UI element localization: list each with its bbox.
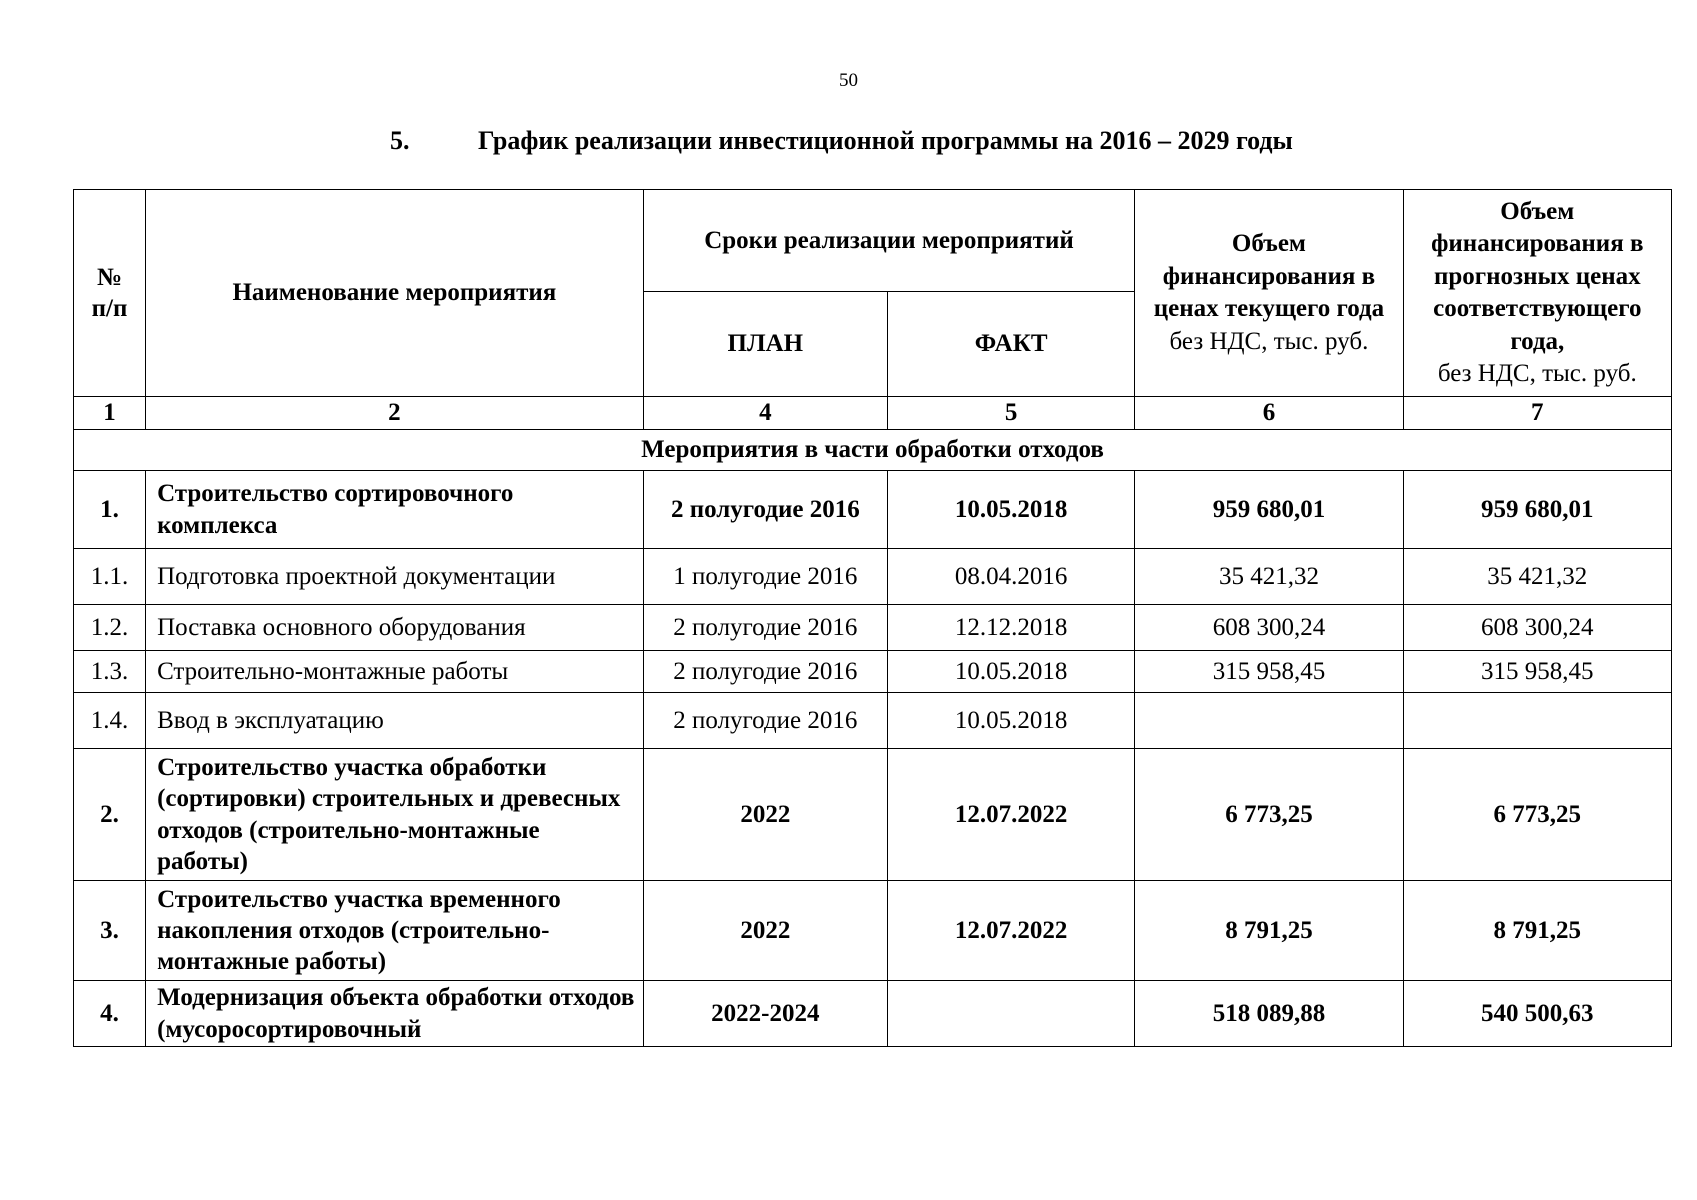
- row-plan: 1 полугодие 2016: [643, 549, 887, 605]
- header-name: Наименование мероприятия: [146, 190, 644, 397]
- header-row-1: [74, 190, 1672, 292]
- row-number: 1.3.: [74, 651, 146, 693]
- row-name: Строительство участка временного накопления отходов (строительно-монтажные работы): [146, 881, 644, 981]
- row-fact: 10.05.2018: [887, 651, 1134, 693]
- row-name: Строительно-монтажные работы: [146, 651, 644, 693]
- row-volume-forecast: 959 680,01: [1403, 471, 1671, 549]
- row-plan: 2 полугодие 2016: [643, 693, 887, 749]
- row-fact: [887, 981, 1134, 1047]
- section-label: Мероприятия в части обработки отходов: [74, 430, 1672, 471]
- header-fact: ФАКТ: [887, 292, 1134, 397]
- header-volume-current: [1135, 190, 1403, 397]
- column-number: 4: [643, 397, 887, 430]
- column-number: 5: [887, 397, 1134, 430]
- row-plan: 2022: [643, 749, 887, 881]
- column-number: 2: [146, 397, 644, 430]
- row-name: Строительство участка обработки (сортировки) строительных и древесных отходов (строительно-монтажные работы): [146, 749, 644, 881]
- table-row: [74, 549, 1672, 605]
- header-num-line2: п/п: [91, 295, 128, 322]
- row-volume-current: 959 680,01: [1135, 471, 1403, 549]
- row-plan: 2022: [643, 881, 887, 981]
- header-terms: Сроки реализации мероприятий: [643, 190, 1135, 292]
- investment-schedule-table: [73, 189, 1672, 1047]
- header-volume-forecast: [1403, 190, 1671, 397]
- row-volume-current: 6 773,25: [1135, 749, 1403, 881]
- row-name: Подготовка проектной документации: [146, 549, 644, 605]
- row-volume-current: 35 421,32: [1135, 549, 1403, 605]
- section-label-row: [74, 430, 1672, 471]
- column-number: 1: [74, 397, 146, 430]
- header-num: [74, 190, 146, 397]
- row-volume-current: [1135, 693, 1403, 749]
- row-number: 3.: [74, 881, 146, 981]
- row-name: Строительство сортировочного комплекса: [146, 471, 644, 549]
- column-number: 6: [1135, 397, 1403, 430]
- row-number: 1.2.: [74, 605, 146, 651]
- table-row: [74, 881, 1672, 981]
- row-volume-forecast: 6 773,25: [1403, 749, 1671, 881]
- table-row: [74, 471, 1672, 549]
- row-volume-current: 608 300,24: [1135, 605, 1403, 651]
- header-plan: ПЛАН: [643, 292, 887, 397]
- row-name: Поставка основного оборудования: [146, 605, 644, 651]
- row-plan: 2 полугодие 2016: [643, 605, 887, 651]
- row-fact: 12.07.2022: [887, 881, 1134, 981]
- row-plan: 2 полугодие 2016: [643, 471, 887, 549]
- section-title-text: График реализации инвестиционной программы на 2016 – 2029 годы: [478, 126, 1293, 155]
- row-name: Ввод в эксплуатацию: [146, 693, 644, 749]
- row-number: 2.: [74, 749, 146, 881]
- row-name: Модернизация объекта обработки отходов (мусоросортировочный: [146, 981, 644, 1047]
- section-number: 5.: [390, 126, 410, 155]
- row-fact: 08.04.2016: [887, 549, 1134, 605]
- row-fact: 12.12.2018: [887, 605, 1134, 651]
- row-volume-forecast: 8 791,25: [1403, 881, 1671, 981]
- header-volume-forecast-title: Объем финансирования в прогнозных ценах соответствующего года,: [1431, 197, 1644, 355]
- row-number: 4.: [74, 981, 146, 1047]
- table-row: [74, 749, 1672, 881]
- row-volume-current: 8 791,25: [1135, 881, 1403, 981]
- row-fact: 10.05.2018: [887, 693, 1134, 749]
- row-plan: 2022-2024: [643, 981, 887, 1047]
- header-volume-current-title: Объем финансирования в ценах текущего года: [1153, 230, 1385, 322]
- row-volume-current: 518 089,88: [1135, 981, 1403, 1047]
- header-volume-current-unit: без НДС, тыс. руб.: [1169, 327, 1369, 355]
- header-volume-forecast-unit: без НДС, тыс. руб.: [1437, 360, 1637, 387]
- table-row: [74, 693, 1672, 749]
- column-number: 7: [1403, 397, 1671, 430]
- table-row: [74, 605, 1672, 651]
- page-number: 50: [839, 70, 858, 91]
- row-volume-forecast: 315 958,45: [1403, 651, 1671, 693]
- row-number: 1.4.: [74, 693, 146, 749]
- row-volume-forecast: 608 300,24: [1403, 605, 1671, 651]
- row-volume-forecast: 540 500,63: [1403, 981, 1671, 1047]
- row-fact: 10.05.2018: [887, 471, 1134, 549]
- column-number-row: [74, 397, 1672, 430]
- row-number: 1.: [74, 471, 146, 549]
- row-fact: 12.07.2022: [887, 749, 1134, 881]
- table-row: [74, 981, 1672, 1047]
- header-num-line1: №: [96, 263, 123, 291]
- table-row: [74, 651, 1672, 693]
- row-volume-current: 315 958,45: [1135, 651, 1403, 693]
- row-volume-forecast: 35 421,32: [1403, 549, 1671, 605]
- row-plan: 2 полугодие 2016: [643, 651, 887, 693]
- row-volume-forecast: [1403, 693, 1671, 749]
- row-number: 1.1.: [74, 549, 146, 605]
